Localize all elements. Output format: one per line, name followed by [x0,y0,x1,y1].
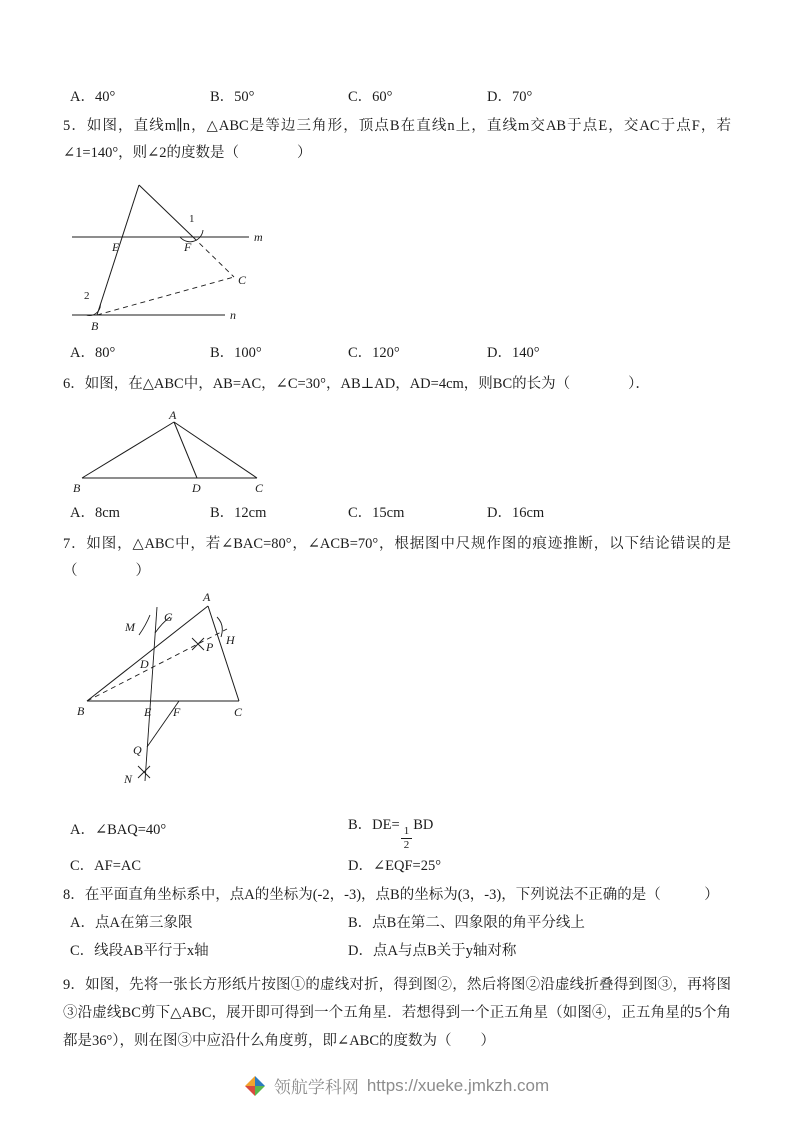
q7-options-row-cd [63,852,731,880]
q5-label-n: n [230,308,236,322]
q7-label-F: F [173,705,181,719]
question-5-block [63,113,731,367]
question-5-text: 5．如图，直线m∥n，△ABC是等边三角形，顶点B在直线n上，直线m交AB于点E，交AC于点F，若∠1=140°，则∠2的度数是（ ） [63,118,731,161]
q8-option-a: A．点A在第三象限 [70,915,193,932]
q8-options-row-cd [63,937,731,965]
q4-option-d: D．70° [487,89,533,105]
q5-figure-lines [72,185,249,316]
q5-option-b: B．100° [210,345,262,361]
q7-option-b [348,808,731,852]
q7-option-b-suffix: BD [413,817,434,833]
q7-label-A: A [203,590,211,604]
q5-option-a: A．80° [70,345,116,361]
q6-label-B: B [73,481,81,495]
q4-option-c: C．60° [348,89,393,105]
q7-label-M: M [125,620,135,634]
q8-options-row-ab [63,909,731,937]
q6-figure [67,408,337,496]
q7-label-B: B [77,704,85,718]
pinwheel-logo-icon [244,1075,266,1097]
page-footer [0,1073,793,1098]
question-8-text: 8．在平面直角坐标系中，点A的坐标为(-2，-3)，点B的坐标为(3，-3)，下列说法不正确的是（ ） [63,887,719,904]
q5-label-m: m [254,230,263,244]
q5-label-C: C [238,273,247,287]
q7-figure [67,589,277,804]
q7-label-H: H [226,633,235,647]
q5-option-c: C．120° [348,345,400,361]
q5-label-angle2: 2 [84,290,90,302]
q7-option-a: A．∠BAQ=40° [70,822,167,839]
q6-option-d: D．16cm [487,505,545,521]
question-7-text: 7．如图，△ABC中，若∠BAC=80°，∠ACB=70°，根据图中尺规作图的痕迹推断，以下结论错误的是（ ） [63,536,731,579]
q4-option-b: B．50° [210,89,255,105]
q7-options-row-ab [63,808,731,852]
q6-label-A: A [169,408,177,422]
q7-label-E: E [144,705,152,719]
q7-option-b-prefix: B．DE= [348,817,400,833]
fraction [401,826,413,852]
q5-option-d: D．140° [487,345,540,361]
q7-option-c: C．AF=AC [70,858,142,875]
q7-label-C: C [234,705,243,719]
q7-label-N: N [124,772,133,786]
question-9-block [63,971,731,1055]
q7-figure-lines [87,606,239,781]
fraction-denominator: 2 [403,839,410,852]
document-content [63,0,731,1055]
q5-options-row [63,340,731,367]
q7-label-D: D [140,657,149,671]
q6-option-b: B．12cm [210,505,267,521]
fraction-numerator: 1 [401,826,413,840]
q4-options-row [63,84,731,111]
q5-label-angle1: 1 [189,213,195,225]
q8-option-d: D．点A与点B关于y轴对称 [348,943,517,960]
question-9-text: 9．如图，先将一张长方形纸片按图①的虚线对折，得到图②，然后将图②沿虚线折叠得到图③，再将图③沿虚线BC剪下△ABC，展开即可得到一个五角星．若想得到一个正五角星（如图④，正五角星的5个角都是36°），则在图③中应沿什么角度剪，即∠ABC的度数为（ ） [63,977,731,1050]
q8-option-c: C．线段AB平行于x轴 [70,943,209,960]
q6-options-row [63,500,731,527]
q5-label-B: B [91,319,99,333]
q7-option-d: D．∠EQF=25° [348,858,441,875]
q5-figure [67,173,357,338]
footer-site-name: 领航学科网 [273,1078,359,1097]
footer-site-url[interactable]: https://xueke.jmkzh.com [366,1075,550,1095]
q7-label-G: G [164,610,173,624]
q6-label-D: D [192,481,201,495]
q8-option-b: B．点B在第二、四象限的角平分线上 [348,915,585,932]
question-6-block [63,371,731,527]
q4-option-a: A．40° [70,89,116,105]
question-8-block [63,882,731,965]
q6-option-a: A．8cm [70,505,120,521]
q6-option-c: C．15cm [348,505,405,521]
q7-label-Q: Q [133,743,142,757]
question-6-text: 6．如图，在△ABC中，AB=AC，∠C=30°，AB⊥AD，AD=4cm，则BC的长为（ ）． [63,376,650,392]
q7-label-P: P [206,640,214,654]
question-7-block [63,531,731,880]
q6-figure-lines [82,422,257,478]
q5-label-E: E [112,240,120,254]
q5-label-F: F [184,240,192,254]
q6-label-C: C [255,481,264,495]
